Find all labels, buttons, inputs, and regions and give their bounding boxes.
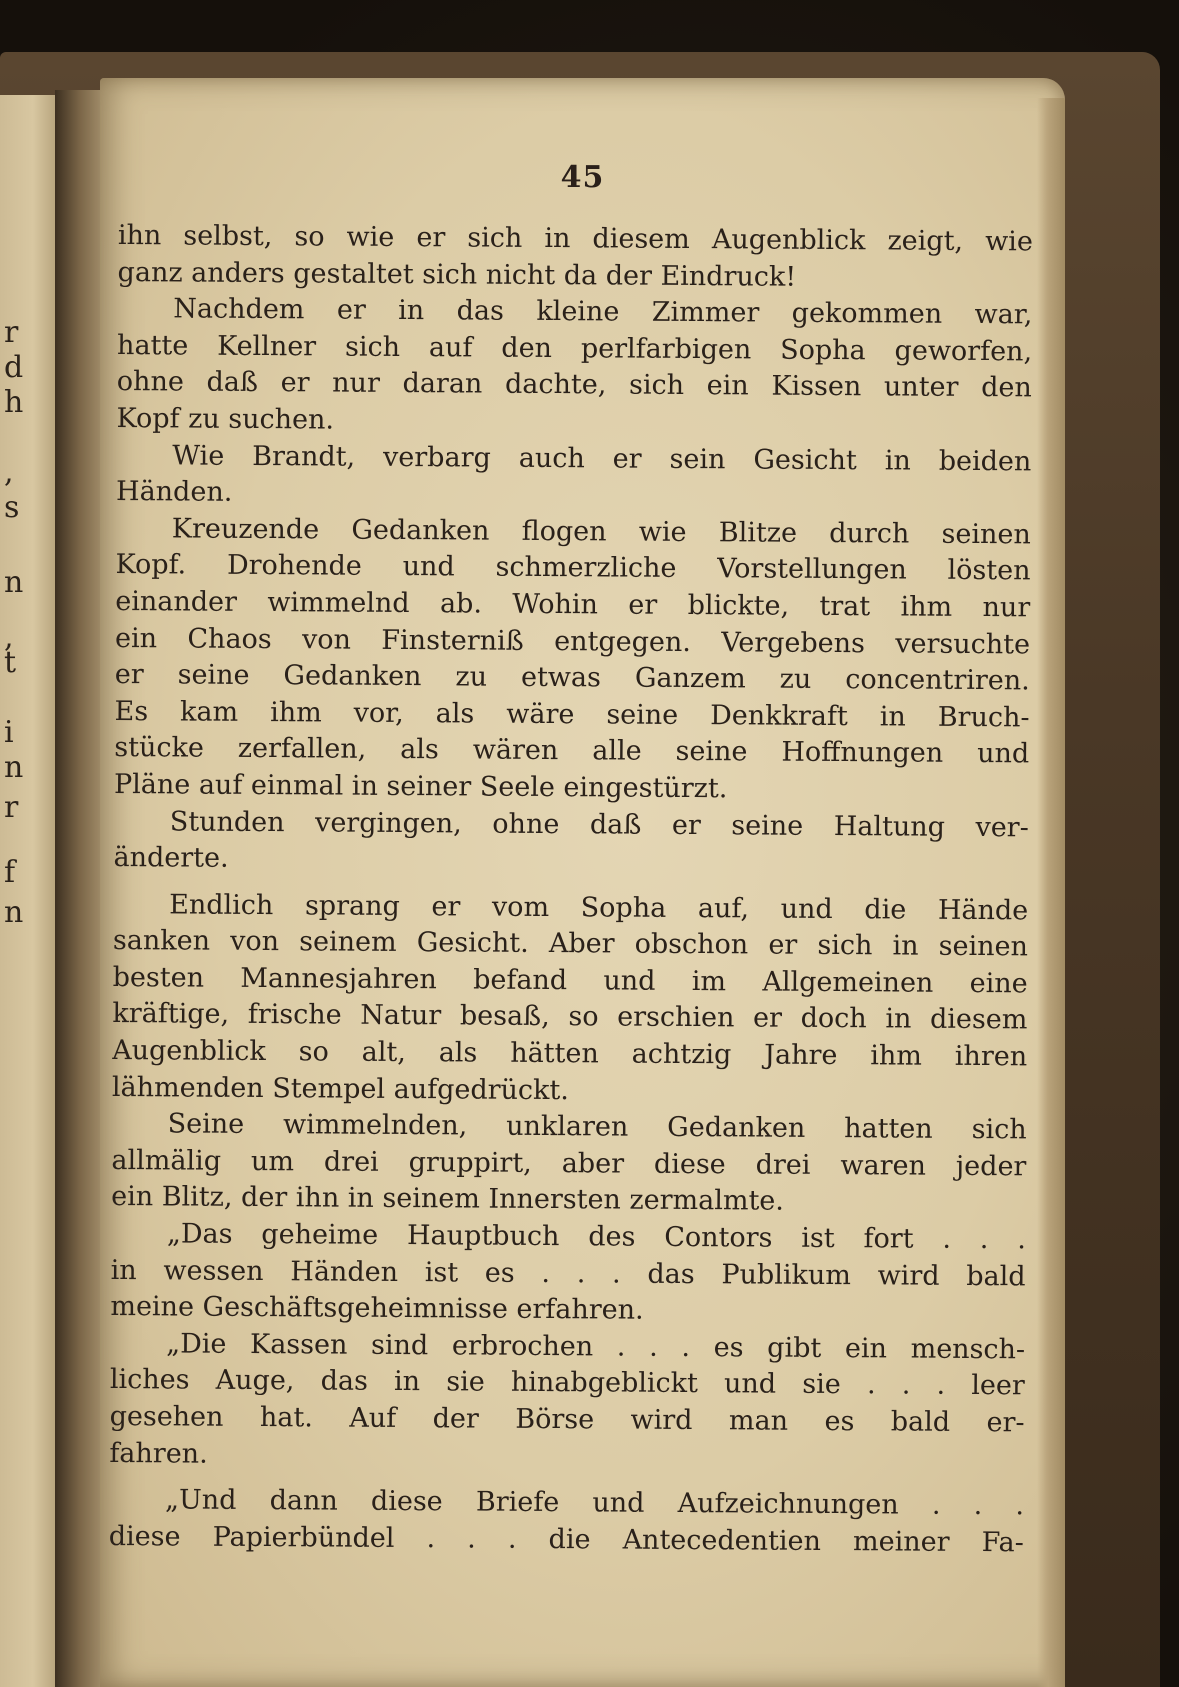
- text-line: in wessen Händen ist es . . . das Publikum wird bald: [110, 1254, 1026, 1292]
- text-line: „Die Kassen sind erbrochen . . . es gibt ein mensch-: [166, 1328, 1026, 1366]
- left-page-glyph: ,: [4, 620, 14, 655]
- text-line: Endlich sprang er vom Sopha auf, und die Hände: [169, 889, 1029, 927]
- text-line: ein Chaos von Finsterniß entgegen. Vergebens versuchte: [114, 622, 1031, 660]
- left-page-glyph: r: [4, 315, 19, 350]
- text-line: Pläne auf einmal in seiner Seele eingestürzt.: [113, 768, 728, 805]
- text-line: Kreuzende Gedanken flogen wie Blitze durch seinen: [171, 513, 1031, 551]
- text-line: sanken von seinem Gesicht. Aber obschon er sich in seinen: [112, 925, 1029, 963]
- text-line: Nachdem er in das kleine Zimmer gekommen war,: [173, 293, 1033, 331]
- text-line: allmälig um drei gruppirt, aber diese drei waren jeder: [111, 1144, 1027, 1183]
- text-line: änderte.: [113, 842, 229, 874]
- page-body-text: [109, 218, 1033, 1562]
- left-page-glyph: f: [4, 855, 16, 890]
- text-line: „Das geheime Hauptbuch des Contors ist fort . . .: [166, 1218, 1026, 1256]
- text-line: stücke zerfallen, als wären alle seine Hoffnungen und: [114, 732, 1030, 770]
- text-line: ganz anders gestaltet sich nicht da der Eindruck!: [117, 256, 797, 293]
- text-line: Stunden vergingen, ohne daß er seine Haltung ver-: [169, 805, 1029, 843]
- text-line: liches Auge, das in sie hinabgeblickt und sie . . . leer: [109, 1364, 1025, 1402]
- text-line: Kopf zu suchen.: [116, 402, 335, 436]
- text-line: Seine wimmelnden, unklaren Gedanken hatten sich: [167, 1108, 1027, 1146]
- text-line: Augenblick so alt, als hätten achtzig Jahre ihm ihren: [112, 1035, 1028, 1073]
- text-line: lähmenden Stempel aufgedrückt.: [111, 1071, 570, 1106]
- text-line: hatte Kellner sich auf den perlfarbigen Sopha geworfen,: [117, 329, 1033, 368]
- left-page-glyph: s: [4, 490, 20, 525]
- text-line: ohne daß er nur daran dachte, sich ein Kissen unter den: [116, 366, 1032, 404]
- text-line: diese Papierbündel . . . die Antecedentien meiner Fa-: [108, 1520, 1024, 1559]
- text-line: Es kam ihm vor, als wäre seine Denkkraft in Bruch-: [114, 695, 1030, 734]
- left-page-glyph: i: [4, 715, 14, 750]
- left-page-glyph: t: [4, 645, 17, 680]
- page-number: 45: [560, 160, 605, 195]
- left-page-glyph: n: [4, 565, 24, 600]
- text-line: Kopf. Drohende und schmerzliche Vorstellungen lösten: [115, 549, 1031, 587]
- text-line: ein Blitz, der ihn in seinem Innersten zermalmte.: [111, 1181, 785, 1218]
- text-line: Händen.: [115, 476, 233, 508]
- text-line: ihn selbst, so wie er sich in diesem Augenblick zeigt, wie: [117, 219, 1033, 258]
- text-line: Wie Brandt, verbarg auch er sein Gesicht in beiden: [172, 439, 1032, 477]
- left-page-glyph: n: [4, 895, 24, 930]
- left-page-glyph: d: [4, 350, 24, 385]
- text-line: meine Geschäftsgeheimnisse erfahren.: [110, 1291, 644, 1326]
- text-line: er seine Gedanken zu etwas Ganzem zu concentriren.: [114, 659, 1030, 697]
- text-line: kräftige, frische Natur besaß, so erschien er doch in diesem: [112, 998, 1028, 1036]
- left-page-glyph: h: [4, 385, 24, 420]
- page-edge-shadow: [1037, 98, 1065, 1687]
- text-line: „Und dann diese Briefe und Aufzeichnungen . . .: [164, 1484, 1025, 1522]
- text-line: gesehen hat. Auf der Börse wird man es bald er-: [109, 1400, 1025, 1439]
- left-page-glyph: n: [4, 750, 24, 785]
- text-line: einander wimmelnd ab. Wohin er blickte, trat ihm nur: [115, 585, 1031, 624]
- text-line: fahren.: [109, 1437, 208, 1470]
- text-line: besten Mannesjahren befand und im Allgemeinen eine: [112, 961, 1028, 1000]
- left-page-glyph: r: [4, 790, 19, 825]
- left-page-glyph: ,: [4, 455, 14, 490]
- right-page: [100, 78, 1065, 1687]
- left-page-edge: [0, 95, 55, 1687]
